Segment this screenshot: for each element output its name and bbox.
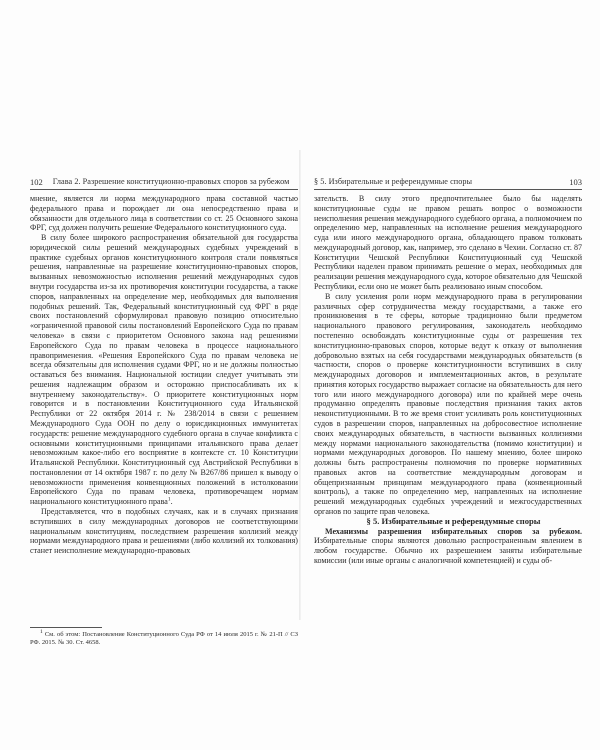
left-footnote-marker: 1 (40, 628, 43, 635)
right-header-rule (314, 189, 582, 190)
right-paragraph-1: зательств. В силу этого предпочтительнее было бы наделять конституционные суды не правом решать вопрос о возможности неисполнения решения международного судебного органа, а полномочием по определению мер, направленных на исполнение решения международного суда или иного международного органа, обладающего правом толковать международный договор, как, например, это сделано в Чехии. Согласно ст. 87 Конституции Чешской Республики Конституционный суд Чешской Республики наделен правом принимать решение о мерах, необходимых для реализации решения международного суда, которое обязательно для Чешской Республики, если оно не может быть реализовано иным способом. (314, 194, 582, 292)
left-running-head (30, 176, 298, 188)
left-footnote-ref: 1 (167, 496, 171, 503)
runin-heading: Механизмы разрешения избирательных споров за рубежом. (325, 526, 582, 536)
left-paragraph-1: мнение, является ли норма международного права составной частью федерального права и порождает ли она непосредственно права и обязанности для отдельного лица в соответствии со ст. 25 Основного закона ФРГ, суд должен получить решение Федерального конституционного суда. (30, 194, 298, 233)
right-running-head (314, 176, 582, 188)
right-running-head-text: § 5. Избирательные и референдумные споры (314, 177, 473, 186)
left-paragraph-2: В силу более широкого распространения обязательной для государства юридической силы решений международных судебных учреждений в практике судебных органов конституционного контроля стали появляться решения, направленные на разрешение конституционно-правовых споров, вызванных невозможностью исполнения решений международных судов внутри государства из-за их противоречия конституции государства, а также споров, направленных на определение мер, необходимых для выполнения подобных решений. Так, Федеральный конституционный суд ФРГ в ряде своих постановлений сформулировал правовую позицию относительно «ограниченной правовой силы постановлений Европейского Суда по правам человека» в связи с приоритетом Основного закона над решениями Европейского Суда по правам человека в процессе национального правоприменения. «Решения Европейского Суда по правам человека не всегда обязательны для исполнения судами ФРГ, но и не должны полностью оставаться без внимания. Национальной юстиции следует учитывать эти решения надлежащим образом и осторожно приспосабливать их к внутреннему законодательству». О приоритете конституционных норм говорится и в постановлении Конституционного суда Итальянской Республики от 22 октября 2014 г. № 238/2014 в связи с решением Международного Суда ООН по делу о юрисдикционных иммунитетах государств: решение международного судебного органа в случае конфликта с основными конституционными принципами итальянского права делает невозможным какое-либо его восприятие в контексте ст. 10 Конституции Итальянской Республики. Конституционный суд Австрийской Республики в постановлении от 14 октября 1987 г. по делу № B267/86 пришел к выводу о невозможности применения конвенционных положений в истолковании Европейского Суда по правам человека, противоречащем нормам национального конституционного права$^1$. (30, 233, 298, 507)
right-page-number: 103 (569, 177, 582, 187)
left-body-text (30, 194, 298, 556)
left-header-rule (30, 189, 298, 190)
right-paragraph-3 (314, 527, 582, 566)
left-paragraph-3: Представляется, что в подобных случаях, как и в случаях признания вступивших в силу международных договоров не соответствующими национальным конституциям, последствием разрешения коллизий между нормами международного права и решениями (либо коллизий их толкования) станет неисполнение международно-правовых (30, 507, 298, 556)
left-footnote-text: См. об этом: Постановление Конституционного Суда РФ от 14 июля 2015 г. № 21-П // СЗ РФ. 2015. № 30. Ст. 4658. (30, 631, 298, 647)
left-page-number: 102 (30, 177, 43, 187)
left-running-head-text: Глава 2. Разрешение конституционно-правовых споров за рубежом (52, 177, 290, 186)
left-footnote-separator (30, 627, 102, 628)
right-body-text (314, 194, 582, 566)
left-paragraph-2-text: В силу более широкого распространения обязательной для государства юридической силы решений международных судебных учреждений в практике судебных органов конституционного контроля стали появляться решения, направленные на разрешение конституционно-правовых споров, вызванных невозможностью исполнения решений международных судов внутри государства из-за их противоречия конституции государства, а также споров, направленных на определение мер, необходимых для выполнения подобных решений. Так, Федеральный конституционный суд ФРГ в ряде своих постановлений сформулировал правовую позицию относительно «ограниченной правовой силы постановлений Европейского Суда по правам человека» в связи с приоритетом Основного закона над решениями Европейского Суда по правам человека в процессе национального правоприменения. «Решения Европейского Суда по правам человека не всегда обязательны для исполнения судами ФРГ, но и не должны полностью оставаться без внимания. Национальной юстиции следует учитывать эти решения надлежащим образом и осторожно приспосабливать их к внутреннему законодательству». О приоритете конституционных норм говорится и в постановлении Конституционного суда Итальянской Республики от 22 октября 2014 г. № 238/2014 в связи с решением Международного Суда ООН по делу о юрисдикционных иммунитетах государств: решение международного судебного органа в случае конфликта с основными конституционными принципами итальянского права делает невозможным какое-либо его восприятие в контексте ст. 10 Конституции Итальянской Республики. Конституционный суд Австрийской Республики в постановлении от 14 октября 1987 г. по делу № B267/86 пришел к выводу о невозможности применения конвенционных положений в истолковании Европейского Суда по правам человека, противоречащем нормам национального конституционного права (30, 233, 298, 507)
left-footnote (30, 628, 298, 647)
section-text: Избирательные споры являются довольно распространенным явлением в любом государстве. Обычно их разрешением заняты избирательные комиссии (или иные органы с аналогичной компетенцией) и суды об- (314, 536, 582, 565)
page-gutter (299, 150, 301, 620)
right-paragraph-2: В силу усиления роли норм международного права в регулировании различных сфер сотрудничества между государствами, а также его проникновения в те сферы, которые традиционно были предметом национального правового регулирования, законодатель необходимо постепенно освобождать конституционные суды от разрешения тех конституционно-правовых споров, которые ведут к отказу от выполнения добровольно взятых на себя государствами международных обязательств (в частности, споров о проверке конституционности вступивших в силу международных договоров и имплементационных актов, в результате принятия которых государство выражает согласие на обязательность для него того или иного международного договора) или по крайней мере очень продуманно определять правовые последствия признания таких актов неконституционными. В то же время стоит усиливать роль конституционных судов в разрешении споров, направленных на добросовестное исполнение своих международных обязательств, в частности вызванных коллизиями между нормами национального законодательства (помимо конституции) и нормами международных договоров. По нашему мнению, более широко должны быть распространены полномочия по проверке нормативных правовых актов на соответствие международным договорам и общепризнанным принципам международного права (конвенционный контроль), а также по определению мер, направленных на исполнение решений международных судебных учреждений и межгосударственных органов по защите прав человека. (314, 291, 582, 516)
section-title: § 5. Избирательные и референдумные споры (366, 515, 541, 526)
